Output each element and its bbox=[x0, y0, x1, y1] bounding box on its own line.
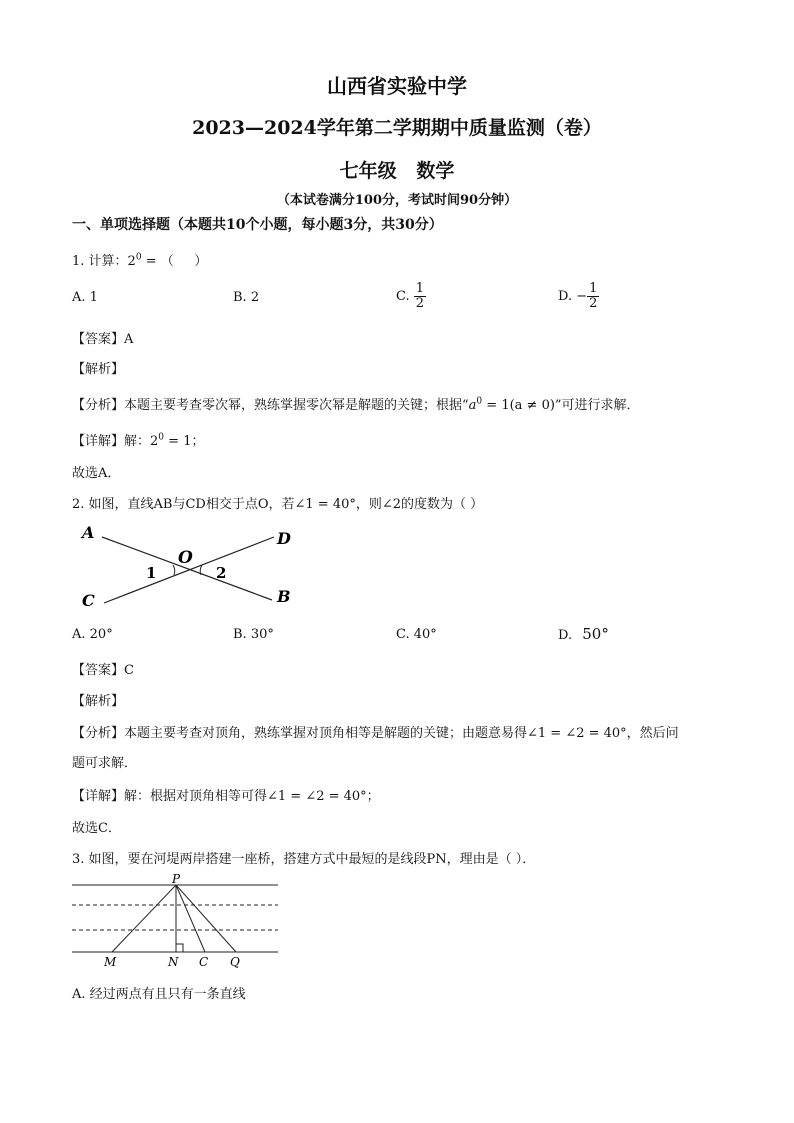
q2-analysis-label: 【解析】 bbox=[72, 694, 125, 709]
right-angle-mark bbox=[176, 944, 183, 952]
q2-intersecting-lines-figure bbox=[72, 520, 312, 615]
q2-option-b: B. 30° bbox=[233, 627, 274, 642]
q1-xiangjie-prefix: 【详解】解： bbox=[72, 434, 151, 449]
q1-xiangjie bbox=[72, 430, 204, 449]
fraction-denominator: 2 bbox=[415, 296, 425, 311]
q1-conclusion: 故选A． bbox=[72, 466, 121, 481]
q1-stem-suffix: = （ ） bbox=[141, 254, 208, 269]
q2-fenxi-line-1: 【分析】本题主要考查对顶角，熟练掌握对顶角相等是解题的关键；由题意易得∠1 = ∠2 = 40°，然后问 bbox=[72, 726, 679, 741]
fraction-denominator: 2 bbox=[589, 296, 598, 311]
q2-option-d-label: D. bbox=[558, 628, 573, 643]
q2-option-d bbox=[558, 625, 609, 643]
line-ab bbox=[102, 537, 272, 600]
q1-stem bbox=[72, 250, 207, 269]
q1-option-d-sign: − bbox=[576, 289, 588, 304]
q1-option-c-fraction bbox=[414, 282, 426, 311]
label-a: A bbox=[82, 523, 95, 542]
q1-xiangjie-base: 2 bbox=[150, 434, 159, 449]
school-title: 山西省实验中学 bbox=[327, 74, 467, 98]
segment-pc bbox=[176, 885, 205, 952]
q2-option-c: C. 40° bbox=[396, 627, 437, 642]
q3-river-bridge-figure bbox=[68, 872, 288, 972]
label-b: B bbox=[277, 587, 291, 606]
q2-option-a: A. 20° bbox=[72, 627, 113, 642]
label-c: C bbox=[82, 591, 95, 610]
q1-option-d-label: D. bbox=[558, 289, 573, 304]
q1-fenxi-suffix: = 1(a ≠ 0)”可进行求解． bbox=[482, 398, 640, 413]
fraction-numerator: 1 bbox=[589, 281, 598, 296]
q1-option-d bbox=[558, 282, 599, 311]
q1-answer: 【答案】A bbox=[72, 332, 134, 347]
q1-analysis-label: 【解析】 bbox=[72, 362, 125, 377]
q1-fenxi-exponent: 0 bbox=[476, 396, 483, 407]
q1-fenxi bbox=[72, 394, 640, 413]
label-d: D bbox=[277, 529, 291, 548]
q1-fenxi-base: a bbox=[468, 398, 477, 413]
q1-stem-prefix: 1. 计算： bbox=[72, 254, 128, 269]
q2-answer: 【答案】C bbox=[72, 663, 134, 678]
q1-option-d-fraction bbox=[587, 282, 599, 311]
label-c: C bbox=[199, 955, 209, 969]
segment-pq bbox=[176, 885, 236, 952]
q1-option-a: A. 1 bbox=[72, 290, 98, 305]
q2-fenxi-line-2: 题可求解． bbox=[72, 756, 138, 771]
q1-xiangjie-exponent: 0 bbox=[158, 432, 165, 443]
exam-note: （本试卷满分100分，考试时间90分钟） bbox=[276, 193, 518, 208]
label-p: P bbox=[172, 872, 181, 886]
q2-option-d-value: 50° bbox=[582, 625, 609, 643]
label-q: Q bbox=[230, 955, 240, 969]
q1-option-c bbox=[396, 282, 426, 311]
label-angle-1: 1 bbox=[146, 564, 157, 582]
segment-pm bbox=[112, 885, 176, 952]
label-m: M bbox=[104, 955, 117, 969]
q3-stem: 3. 如图，要在河堤两岸搭建一座桥，搭建方式中最短的是线段PN，理由是（ ）． bbox=[72, 852, 536, 867]
fraction-numerator: 1 bbox=[415, 281, 425, 296]
exam-title: 2023—2024学年第二学期期中质量监测（卷） bbox=[192, 117, 602, 139]
q3-option-a: A. 经过两点有且只有一条直线 bbox=[72, 987, 246, 1002]
q2-conclusion: 故选C． bbox=[72, 821, 121, 836]
q1-option-c-label: C. bbox=[396, 289, 410, 304]
q2-xiangjie: 【详解】解：根据对顶角相等可得∠1 = ∠2 = 40°； bbox=[72, 789, 380, 804]
q1-stem-exponent: 0 bbox=[135, 252, 142, 263]
q1-option-b: B. 2 bbox=[233, 290, 260, 305]
label-n: N bbox=[168, 955, 179, 969]
q2-stem: 2. 如图，直线AB与CD相交于点O，若∠1 = 40°，则∠2的度数为（ ） bbox=[72, 497, 484, 512]
q1-xiangjie-suffix: = 1； bbox=[164, 434, 205, 449]
subject-title: 七年级 数学 bbox=[339, 160, 455, 182]
label-o: O bbox=[178, 548, 193, 568]
angle-1-arc bbox=[173, 565, 175, 575]
section-heading: 一、单项选择题（本题共10个小题，每小题3分，共30分） bbox=[72, 217, 443, 233]
q1-stem-base: 2 bbox=[127, 254, 136, 269]
label-angle-2: 2 bbox=[216, 564, 227, 582]
q1-fenxi-prefix: 【分析】本题主要考查零次幂，熟练掌握零次幂是解题的关键；根据“ bbox=[72, 398, 469, 413]
